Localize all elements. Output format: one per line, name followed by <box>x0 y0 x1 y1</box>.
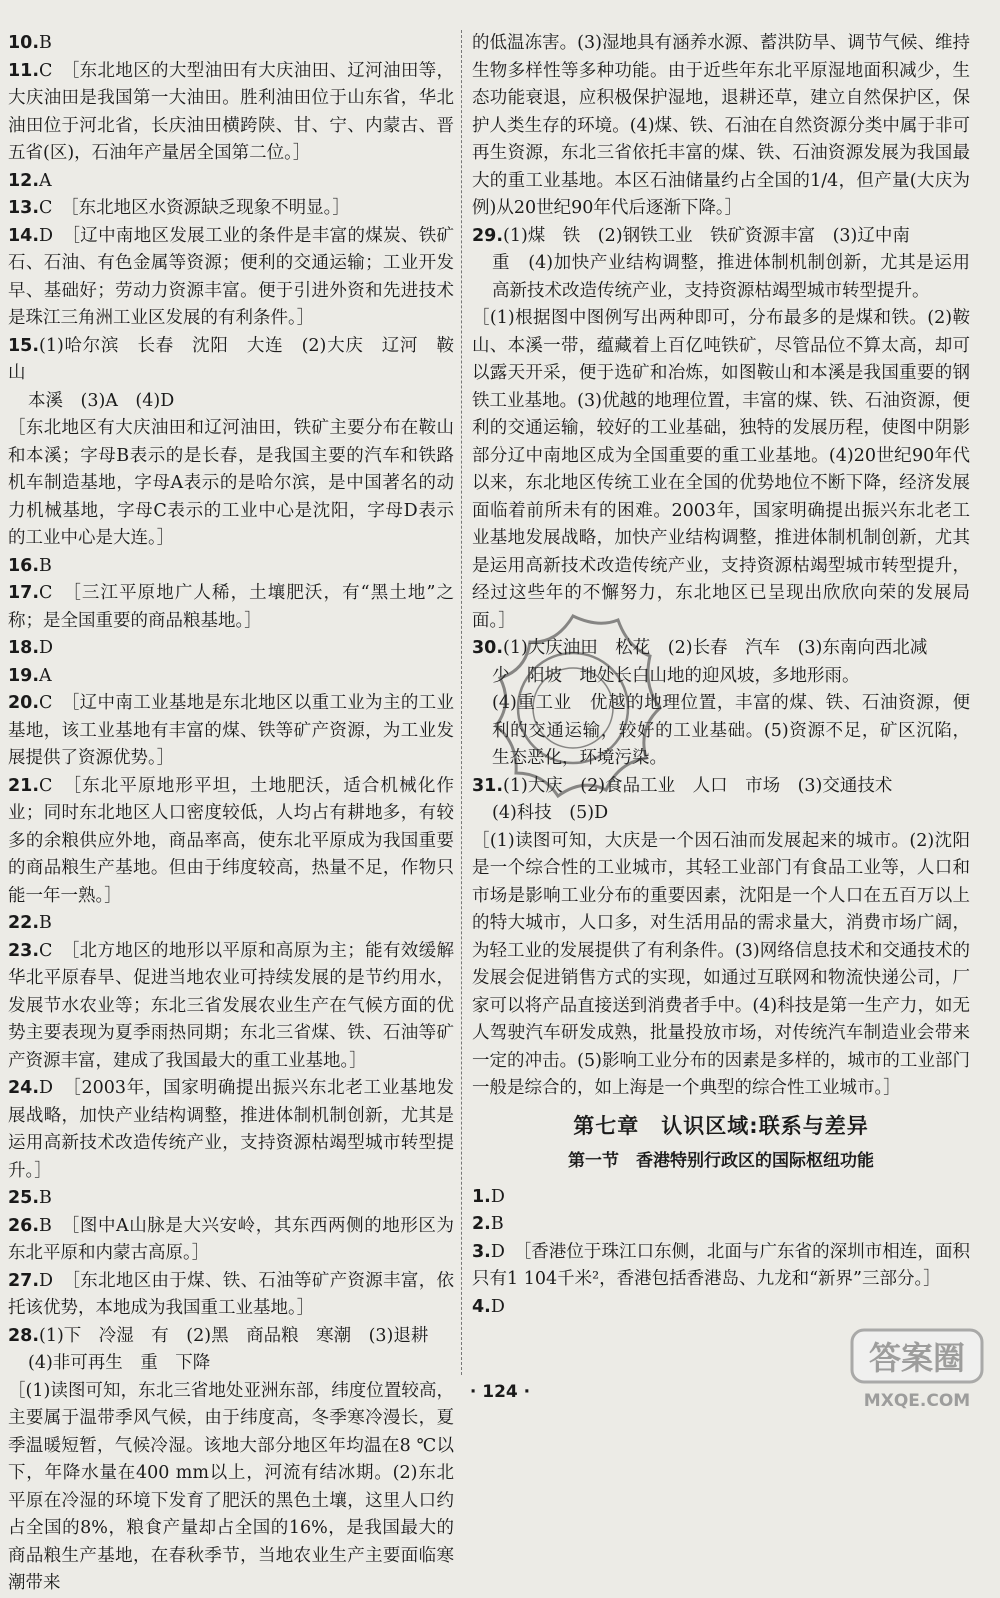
answer-continuation: 本溪 (3)A (4)D <box>28 390 175 411</box>
watermark-text: 答案圈 <box>868 1339 966 1377</box>
answer-item: 17.C ［三江平原地广人稀，土壤肥沃，有“黑土地”之称；是全国重要的商品粮基地。］ <box>8 583 454 631</box>
answer-item: 24.D ［2003年，国家明确提出振兴东北老工业基地发展战略，加快产业结构调整，推进体制机制创新，尤其是运用高新技术改造传统产业，支持资源枯竭型城市转型提升。］ <box>8 1078 454 1181</box>
answer-item: 27.D ［东北地区由于煤、铁、石油等矿产资源丰富，依托该优势，本地成为我国重工业基地。］ <box>8 1270 455 1318</box>
explanation: ［(1)根据图中图例写出两种即可，分布最多的是煤和铁。(2)鞍山、本溪一带，蕴藏着上百亿吨铁矿，尽管品位不算太高，却可以露天开采，便于选矿和冶炼，如图鞍山和本溪是我国重要的钢铁工业基地。(3)优越的地理位置，丰富的煤、铁、石油资源，便利的交通运输，较好的工业基础，独特的发展历程，使图中阴影部分辽中南地区成为全国重要的重工业基地。(4)20世纪90年代以来，东北地区传统工业在全国的优势地位不断下降，经济发展面临着前所未有的困难。2003年，国家明确提出振兴东北老工业基地发展战略，加快产业结构调整，推进体制机制创新，尤其是运用高新技术改造传统产业，支持资源枯竭型城市转型提升，经过这些年的不懈努力，东北地区已呈现出欣欣向荣的发展局面。］ <box>472 308 970 631</box>
answer-item: 1.D <box>472 1186 505 1207</box>
explanation: ［(1)读图可知，东北三省地处亚洲东部，纬度位置较高，主要属于温带季风气候，由于纬度高，冬季寒冷漫长，夏季温暖短暂，气候冷湿。该地大部分地区年均温在8 ℃以下，年降水量在400 mm以上，河流有结冰期。(2)东北平原在冷湿的环境下发育了肥沃的黑色土壤，这里人口约占全国的8%，粮食产量却占全国的16%，是我国最大的商品粮生产基地，在春秋季节，当地农业生产主要面临寒潮带来 <box>8 1380 454 1593</box>
explanation: ［东北地区有大庆油田和辽河油田，铁矿主要分布在鞍山和本溪；字母B表示的是长春，是我国主要的汽车和铁路机车制造基地，字母A表示的是哈尔滨，是中国著名的动力机械基地，字母C表示的工业中心是沈阳，字母D表示的工业中心是大连。］ <box>8 418 454 548</box>
answer-item: 12.A <box>8 170 52 191</box>
stamp-seal-icon <box>478 608 668 818</box>
answer-item: 15.(1)哈尔滨 长春 沈阳 大连 (2)大庆 辽河 鞍山 <box>8 335 454 383</box>
answer-continuation: (4)科技 (5)D <box>492 803 609 823</box>
explanation: ［图中A山脉是大兴安岭，其东西两侧的地形区为东北平原和内蒙古高原。］ <box>8 1215 455 1263</box>
answer-item: 13.C ［东北地区水资源缺乏现象不明显。］ <box>8 198 350 218</box>
answer-item: 28.(1)下 冷湿 有 (2)黑 商品粮 寒潮 (3)退耕 <box>8 1325 429 1346</box>
page-number: · 124 · <box>469 1382 531 1402</box>
answer-item: 29.(1)煤 铁 (2)钢铁工业 铁矿资源丰富 (3)辽中南 <box>472 225 910 246</box>
chapter-title: 第七章 认识区域:联系与差异 <box>573 1113 869 1138</box>
answer-continuation: (4)重工业 优越的地理位置，丰富的煤、铁、石油资源，便利的交通运输，较好的工业基础。(5)资源不足，矿区沉陷，生态恶化，环境污染。 <box>492 693 970 768</box>
left-column <box>8 30 454 1598</box>
answer-continuation: 重 (4)加快产业结构调整，推进体制机制创新，尤其是运用高新技术改造传统产业，支持资源枯竭型城市转型提升。 <box>492 253 970 301</box>
answer-item: 25.B <box>8 1188 52 1208</box>
watermark-url: MXQE.COM <box>863 1391 971 1411</box>
explanation: ［2003年，国家明确提出振兴东北老工业基地发展战略，加快产业结构调整，推进体制机制创新，尤其是运用高新技术改造传统产业，支持资源枯竭型城市转型提升。］ <box>8 1078 454 1181</box>
answer-item: 20.C ［辽中南工业基地是东北地区以重工业为主的工业基地，该工业基地有丰富的煤、铁等矿产资源，为工业发展提供了资源优势。］ <box>8 693 455 768</box>
answer-item: 18.D <box>8 638 54 658</box>
explanation: ［辽中南工业基地是东北地区以重工业为主的工业基地，该工业基地有丰富的煤、铁等矿产资源，为工业发展提供了资源优势。］ <box>8 693 455 768</box>
answer-item: 16.B <box>8 555 52 576</box>
answer-item: 23.C ［北方地区的地形以平原和高原为主；能有效缓解华北平原春旱、促进当地农业可持续发展的是节约用水，发展节水农业等；东北三省发展农业生产在气候方面的优势主要表现为夏季雨热同期；东北三省煤、铁、石油等矿产资源丰富，建成了我国最大的重工业基地。］ <box>8 940 455 1071</box>
answer-item: 2.B <box>472 1214 504 1234</box>
answer-item: 21.C ［东北平原地形平坦，土地肥沃，适合机械化作业；同时东北地区人口密度较低，人均占有耕地多，有较多的余粮供应外地，商品率高，使东北平原成为我国重要的商品粮生产基地。但由于纬度较高，热量不足，作物只能一年一熟。］ <box>8 775 455 906</box>
answer-item: 22.B <box>8 913 52 933</box>
column-divider <box>461 30 462 1375</box>
section-title: 第一节 香港特别行政区的国际枢纽功能 <box>568 1151 874 1171</box>
answer-item: 11.C ［东北地区的大型油田有大庆油田、辽河油田等，大庆油田是我国第一大油田。胜利油田位于山东省，华北油田位于河北省，长庆油田横跨陕、甘、宁、内蒙古、晋五省(区)，石油年产量居全国第二位。］ <box>8 60 455 163</box>
answer-item: 26.B ［图中A山脉是大兴安岭，其东西两侧的地形区为东北平原和内蒙古高原。］ <box>8 1215 455 1263</box>
explanation: ［东北地区由于煤、铁、石油等矿产资源丰富，依托该优势，本地成为我国重工业基地。］ <box>8 1270 455 1318</box>
explanation: ［三江平原地广人稀，土壤肥沃，有“黑土地”之称；是全国重要的商品粮基地。］ <box>8 583 454 631</box>
answer-item: 4.D <box>472 1296 505 1317</box>
explanation: ［东北平原地形平坦，土地肥沃，适合机械化作业；同时东北地区人口密度较低，人均占有耕地多，有较多的余粮供应外地，商品率高，使东北平原成为我国重要的商品粮生产基地。但由于纬度较高，热量不足，作物只能一年一熟。］ <box>8 775 455 906</box>
answer-item: 10.B <box>8 33 52 53</box>
explanation: ［东北地区的大型油田有大庆油田、辽河油田等，大庆油田是我国第一大油田。胜利油田位于山东省，华北油田位于河北省，长庆油田横跨陕、甘、宁、内蒙古、晋五省(区)，石油年产量居全国第二位。］ <box>8 60 455 163</box>
explanation-continuation: 的低温冻害。(3)湿地具有涵养水源、蓄洪防旱、调节气候、维持生物多样性等多种功能。由于近些年东北平原湿地面积减少，生态功能衰退，应积极保护湿地，退耕还草，建立自然保护区，保护人类生存的环境。(4)煤、铁、石油在自然资源分类中属于非可再生资源，东北三省依托丰富的煤、铁、石油资源发展为我国最大的重工业基地。本区石油储量约占全国的1/4，但产量(大庆为例)从20世纪90年代后逐渐下降。］ <box>472 33 970 218</box>
answer-item: 3.D ［香港位于珠江口东侧，北面与广东省的深圳市相连，面积只有1 104千米²，香港包括香港岛、九龙和“新界”三部分。］ <box>472 1241 971 1289</box>
explanation: ［辽中南地区发展工业的条件是丰富的煤炭、铁矿石、石油、有色金属等资源；便利的交通运输；工业开发早、基础好；劳动力资源丰富。便于引进外资和先进技术是珠江三角洲工业区发展的有利条件。］ <box>8 225 455 328</box>
answer-item: 14.D ［辽中南地区发展工业的条件是丰富的煤炭、铁矿石、石油、有色金属等资源；便利的交通运输；工业开发早、基础好；劳动力资源丰富。便于引进外资和先进技术是珠江三角洲工业区发展的有利条件。］ <box>8 225 455 328</box>
explanation: ［东北地区水资源缺乏现象不明显。］ <box>69 198 350 218</box>
answer-item: 19.A <box>8 665 52 686</box>
answer-continuation: (4)非可再生 重 下降 <box>28 1353 211 1373</box>
watermark-logo-icon <box>842 1324 992 1414</box>
answer-item: 30.(1)大庆油田 松花 (2)长春 汽车 (3)东南向西北减 <box>472 638 928 658</box>
explanation: ［北方地区的地形以平原和高原为主；能有效缓解华北平原春旱、促进当地农业可持续发展的是节约用水，发展节水农业等；东北三省发展农业生产在气候方面的优势主要表现为夏季雨热同期；东北三省煤、铁、石油等矿产资源丰富，建成了我国最大的重工业基地。］ <box>8 940 455 1071</box>
explanation: ［香港位于珠江口东侧，北面与广东省的深圳市相连，面积只有1 104千米²，香港包括香港岛、九龙和“新界”三部分。］ <box>472 1241 971 1289</box>
answer-continuation: 少 阳坡 地处长白山地的迎风坡，多地形雨。 <box>492 665 860 686</box>
answer-item: 31.(1)大庆 (2)食品工业 人口 市场 (3)交通技术 <box>472 775 893 796</box>
explanation: ［(1)读图可知，大庆是一个因石油而发展起来的城市。(2)沈阳是一个综合性的工业城市，其轻工业部门有食品工业等，人口和市场是影响工业分布的重要因素，沈阳是一个人口在五百万以上的特大城市，人口多，对生活用品的需求量大，消费市场广阔，为轻工业的发展提供了有利条件。(3)网络信息技术和交通技术的发展会促进销售方式的实现，如通过互联网和物流快递公司，厂家可以将产品直接送到消费者手中。(4)科技是第一生产力，如无人驾驶汽车研发成熟，批量投放市场，对传统汽车制造业会带来一定的冲击。(5)影响工业分布的因素是多样的，城市的工业部门一般是综合的，如上海是一个典型的综合性工业城市。］ <box>472 830 970 1098</box>
